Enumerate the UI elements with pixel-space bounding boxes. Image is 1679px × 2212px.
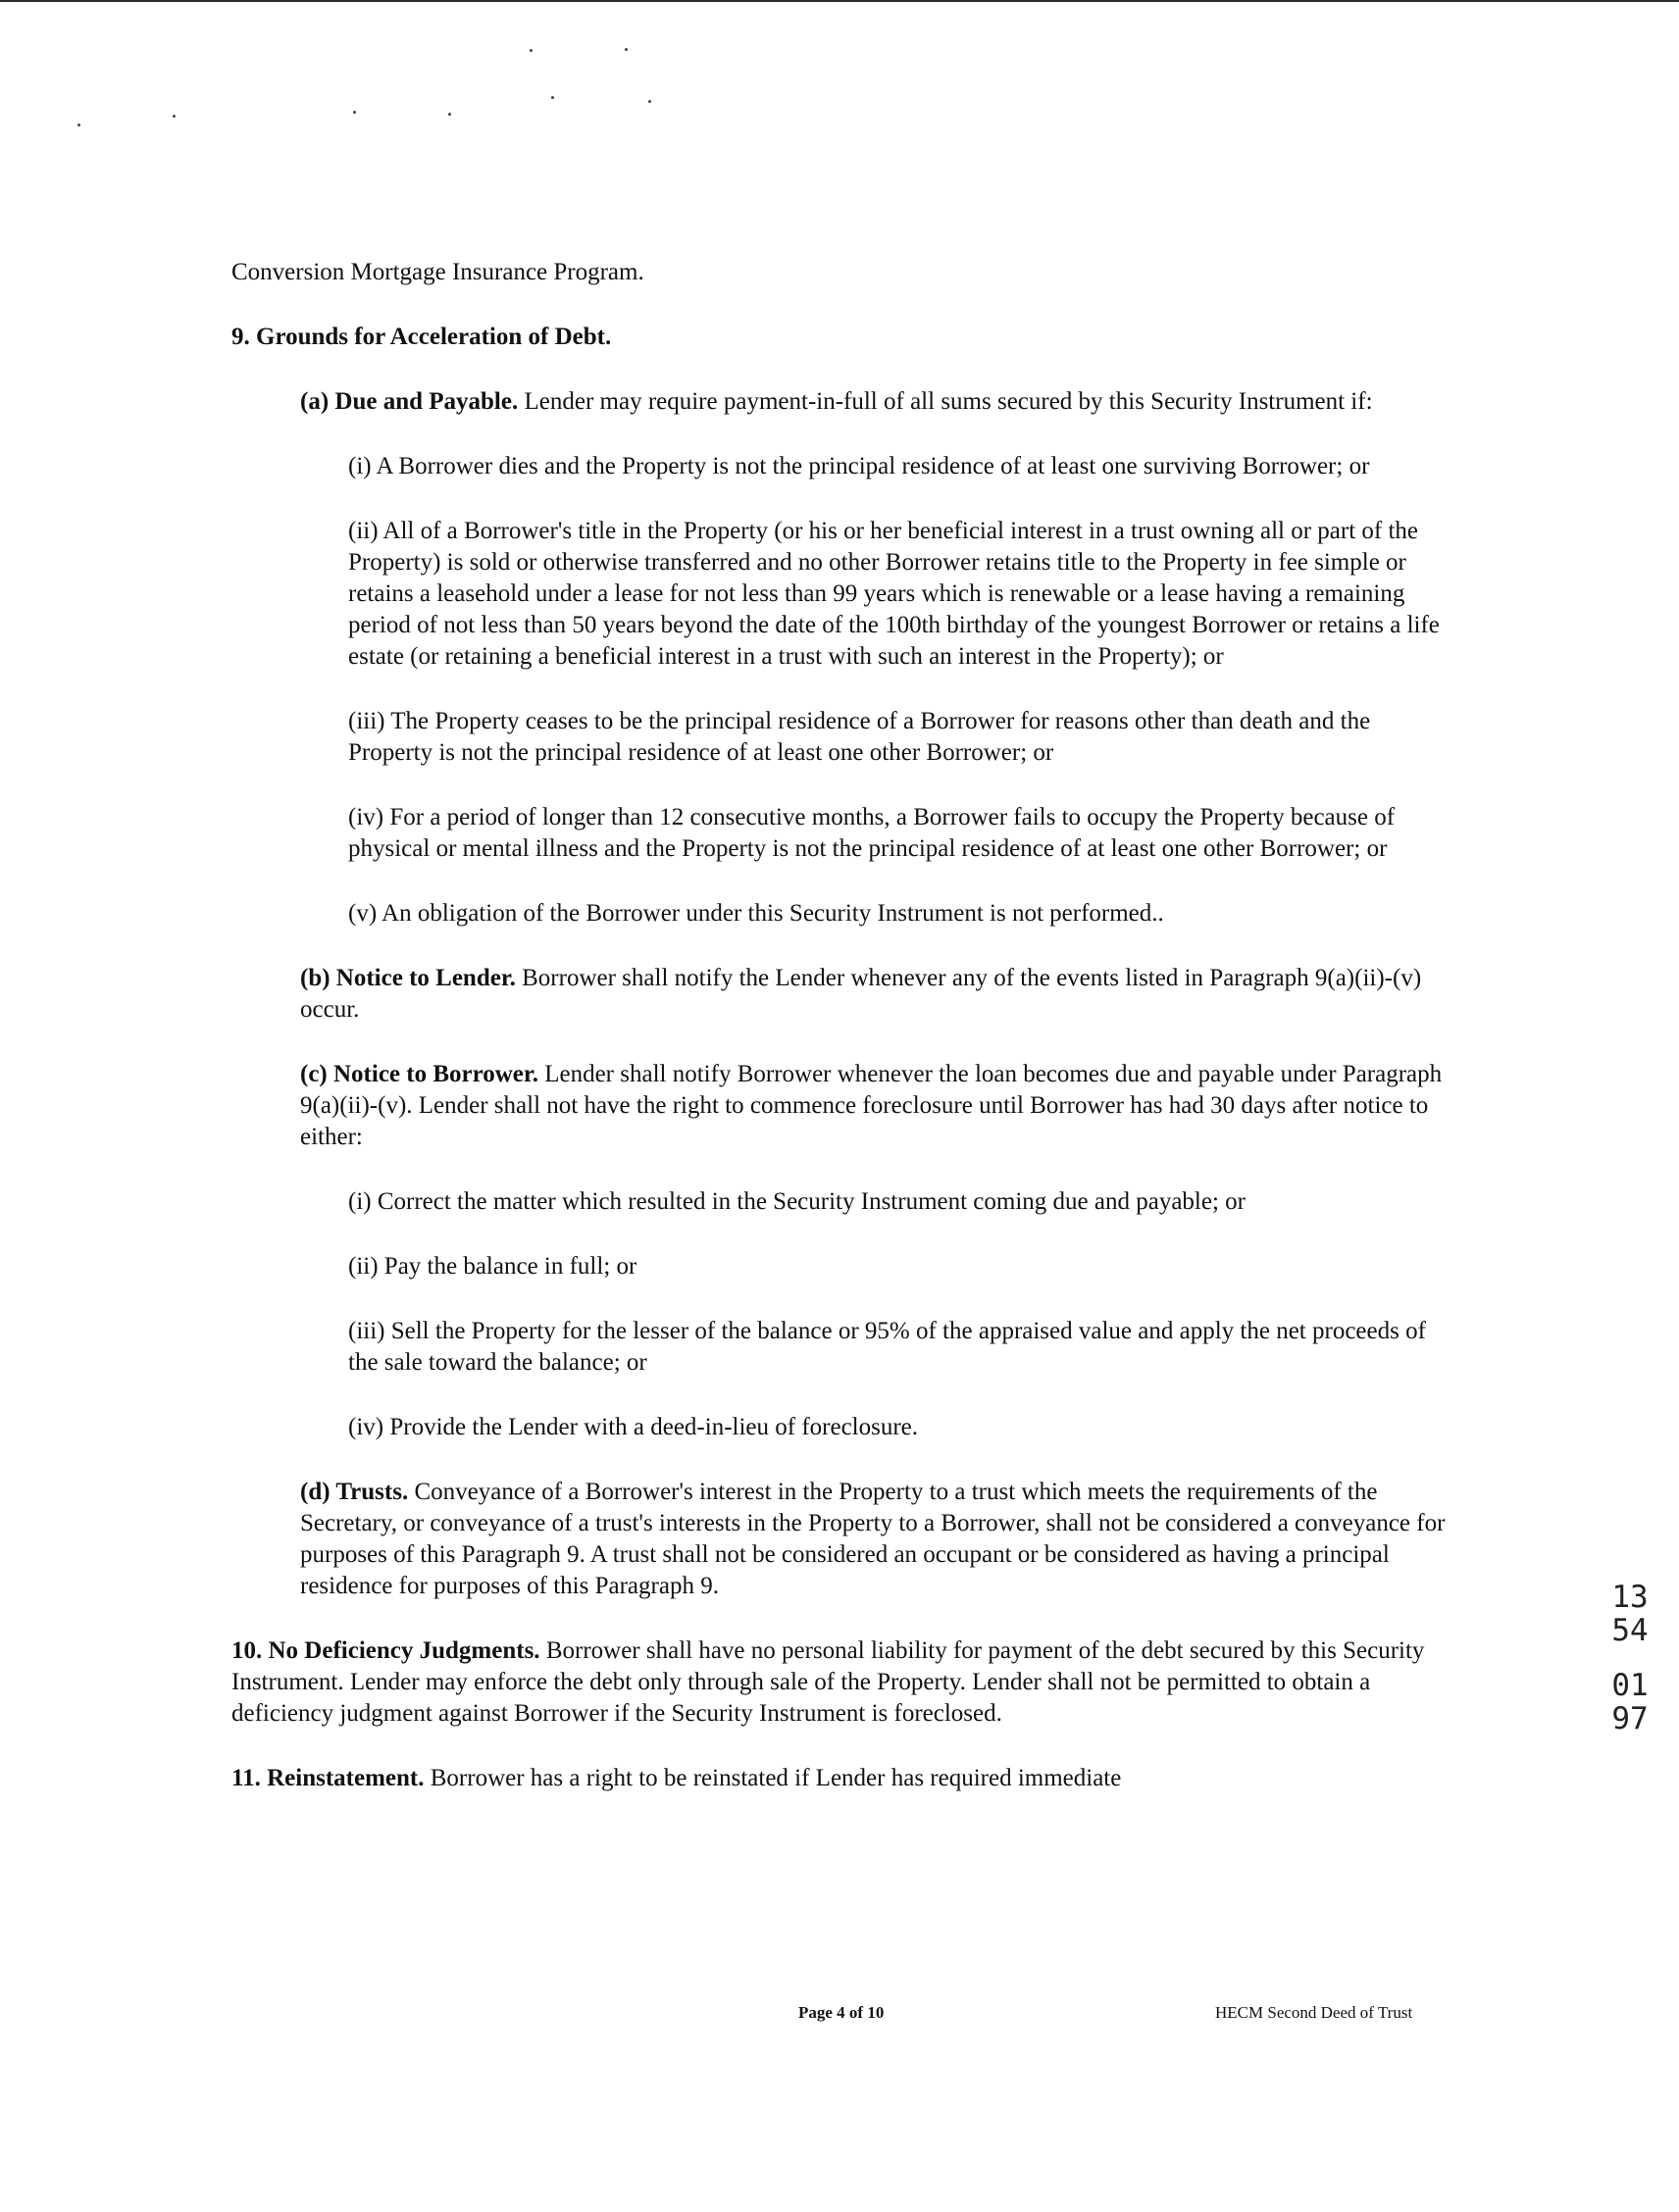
page-number: Page 4 of 10	[798, 2003, 885, 2022]
section-9b-paragraph	[300, 963, 1448, 1026]
scan-speck	[551, 96, 554, 99]
section-9c-item-ii: (ii) Pay the balance in full; or	[348, 1253, 637, 1280]
section-9b-label: (b) Notice to Lender.	[300, 965, 516, 991]
scan-speck	[448, 113, 451, 116]
scan-speck	[530, 49, 533, 52]
section-9a-item-iv: (iv) For a period of longer than 12 consecutive months, a Borrower fails to occupy the Property because of physical or mental illness and the Property is not the principal residence of at least one other Borrower; or	[348, 804, 1396, 862]
section-9d-text: Conveyance of a Borrower's interest in the Property to a trust which meets the requirements of the Secretary, or conveyance of a trust's interests in the Property to a Borrower, shall not be considered a conveyance for purposes of this Paragraph 9. A trust shall not be considered an occupant or be considered as having a principal residence for purposes of this Paragraph 9.	[300, 1479, 1446, 1599]
section-9a-text: Lender may require payment-in-full of all sums secured by this Security Instrument if:	[518, 388, 1373, 415]
section-11-label: 11. Reinstatement.	[231, 1765, 425, 1791]
section-9a-item-i: (i) A Borrower dies and the Property is not the principal residence of at least one surviving Borrower; or	[348, 453, 1370, 479]
document-title-footer: HECM Second Deed of Trust	[1215, 2003, 1413, 2022]
scan-speck	[353, 111, 356, 114]
document-body	[231, 257, 1448, 1794]
section-10-paragraph	[231, 1635, 1448, 1730]
recording-stamp	[1610, 1581, 1650, 1735]
section-9-heading: 9. Grounds for Acceleration of Debt.	[231, 324, 612, 350]
stamp-part-2: 0197	[1611, 1668, 1649, 1736]
continuation-text: Conversion Mortgage Insurance Program.	[231, 259, 644, 285]
section-10-label: 10. No Deficiency Judgments.	[231, 1637, 540, 1664]
stamp-part-1: 1354	[1611, 1580, 1649, 1648]
section-11-paragraph	[231, 1763, 1448, 1794]
scan-speck	[173, 115, 176, 118]
section-9b-text: Borrower shall notify the Lender whenever any of the events listed in Paragraph 9(a)(ii)-(v) occur.	[300, 965, 1422, 1023]
section-9a-label: (a) Due and Payable.	[300, 388, 519, 415]
section-9a-item-iii: (iii) The Property ceases to be the principal residence of a Borrower for reasons other than death and the Property is not the principal residence of at least one other Borrower; or	[348, 708, 1371, 766]
section-9c-item-iv: (iv) Provide the Lender with a deed-in-lieu of foreclosure.	[348, 1414, 919, 1440]
page-top-edge	[0, 0, 1679, 2]
section-9a-item-v: (v) An obligation of the Borrower under this Security Instrument is not performed..	[348, 900, 1164, 927]
section-9c-text: Lender shall notify Borrower whenever the loan becomes due and payable under Paragraph 9(a)(ii)-(v). Lender shall not have the right to commence foreclosure until Borrower has had 30 days after notice to either:	[300, 1061, 1443, 1150]
section-9c-item-i: (i) Correct the matter which resulted in the Security Instrument coming due and payable; or	[348, 1188, 1246, 1215]
section-10-text: Borrower shall have no personal liability for payment of the debt secured by this Security Instrument. Lender may enforce the debt only through sale of the Property. Lender shall not be permitted to obtain a deficiency judgment against Borrower if the Security Instrument is foreclosed.	[231, 1637, 1425, 1727]
section-9a-paragraph	[300, 386, 1448, 418]
section-9d-label: (d) Trusts.	[300, 1479, 409, 1505]
section-9c-paragraph	[300, 1059, 1448, 1153]
scan-speck	[648, 100, 651, 103]
section-9c-label: (c) Notice to Borrower.	[300, 1061, 538, 1087]
section-9a-item-ii: (ii) All of a Borrower's title in the Property (or his or her beneficial interest in a trust owning all or part of the Property) is sold or otherwise transferred and no other Borrower retains title to the Property in fee simple or retains a leasehold under a lease for not less than 99 years which is renewable or a lease having a remaining period of not less than 50 years beyond the date of the 100th birthday of the youngest Borrower or retains a life estate (or retaining a beneficial interest in a trust with such an interest in the Property); or	[348, 518, 1440, 670]
scan-speck	[77, 124, 80, 126]
scan-speck	[625, 48, 628, 51]
section-9c-item-iii: (iii) Sell the Property for the lesser of the balance or 95% of the appraised value and apply the net proceeds of the sale toward the balance; or	[348, 1318, 1426, 1376]
section-11-text: Borrower has a right to be reinstated if Lender has required immediate	[424, 1765, 1122, 1791]
section-9d-paragraph	[300, 1477, 1448, 1602]
